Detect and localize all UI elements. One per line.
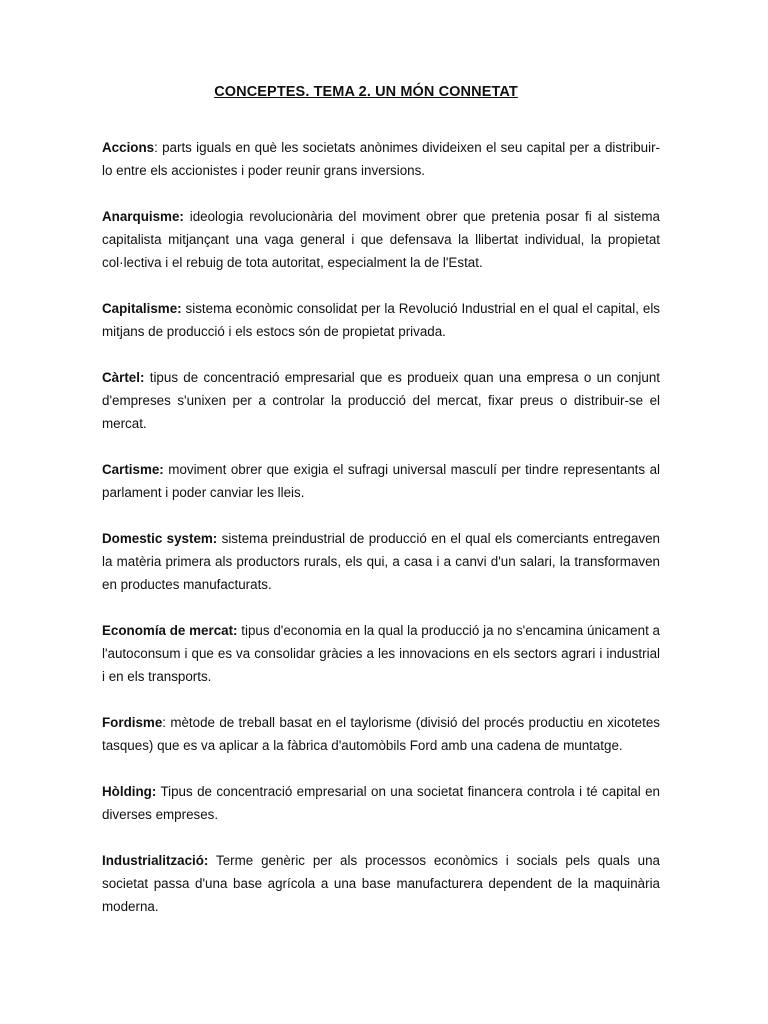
concept-term: Industrialització:: [102, 853, 209, 868]
concept-entry-industrialitzacio: [102, 849, 660, 918]
concept-entry-cartel: [102, 366, 660, 435]
concept-definition: : mètode de treball basat en el taylorisme (divisió del procés productiu en xicotetes tasques) que es va aplicar a la fàbrica d'automòbils Ford amb una cadena de muntatge.: [102, 715, 660, 753]
concept-term: Capitalisme:: [102, 301, 182, 316]
concept-entry-holding: [102, 780, 660, 826]
concept-entry-economia-de-mercat: [102, 619, 660, 688]
concept-term: Càrtel:: [102, 370, 145, 385]
concept-entry-capitalisme: [102, 297, 660, 343]
concept-definition: tipus d'economia en la qual la producció ja no s'encamina únicament a l'autoconsum i que es va consolidar gràcies a les innovacions en els sectors agrari i industrial i en els transports.: [102, 623, 661, 684]
concept-entry-domestic-system: [102, 527, 660, 596]
concept-entry-anarquisme: [102, 205, 660, 274]
concept-term: Domestic system:: [102, 531, 218, 546]
concept-entry-accions: [102, 136, 660, 182]
concept-term: Anarquisme:: [102, 209, 184, 224]
concept-definition: tipus de concentració empresarial que es produeix quan una empresa o un conjunt d'empreses s'unixen per a controlar la producció del mercat, fixar preus o distribuir-se el mercat.: [102, 370, 660, 431]
concept-list: [102, 136, 660, 941]
concept-term: Hòlding:: [102, 784, 157, 799]
concept-definition: : parts iguals en què les societats anònimes divideixen el seu capital per a distribuir-lo entre els accionistes i poder reunir grans inversions.: [102, 140, 660, 178]
concept-definition: sistema preindustrial de producció en el qual els comerciants entregaven la matèria primera als productors rurals, els qui, a casa i a canvi d'un salari, la transformaven en productes manufacturats.: [102, 531, 660, 592]
concept-term: Cartisme:: [102, 462, 164, 477]
concept-definition: ideologia revolucionària del moviment obrer que pretenia posar fi al sistema capitalista mitjançant una vaga general i que defensava la llibertat individual, la propietat col·lectiva i el rebuig de tota autoritat, especialment la de l'Estat.: [102, 209, 660, 270]
concept-entry-cartisme: [102, 458, 660, 504]
concept-term: Economía de mercat:: [102, 623, 238, 638]
concept-definition: Terme genèric per als processos econòmics i socials pels quals una societat passa d'una base agrícola a una base manufacturera dependent de la maquinària moderna.: [102, 853, 660, 914]
page-title: CONCEPTES. TEMA 2. UN MÓN CONNETAT: [214, 84, 518, 100]
concept-term: Fordisme: [102, 715, 163, 730]
concept-definition: Tipus de concentració empresarial on una societat financera controla i té capital en diverses empreses.: [102, 784, 660, 822]
concept-term: Accions: [102, 140, 155, 155]
concept-definition: moviment obrer que exigia el sufragi universal masculí per tindre representants al parlament i poder canviar les lleis.: [102, 462, 660, 500]
concept-entry-fordisme: [102, 711, 660, 757]
concept-definition: sistema econòmic consolidat per la Revolució Industrial en el qual el capital, els mitjans de producció i els estocs són de propietat privada.: [102, 301, 660, 339]
